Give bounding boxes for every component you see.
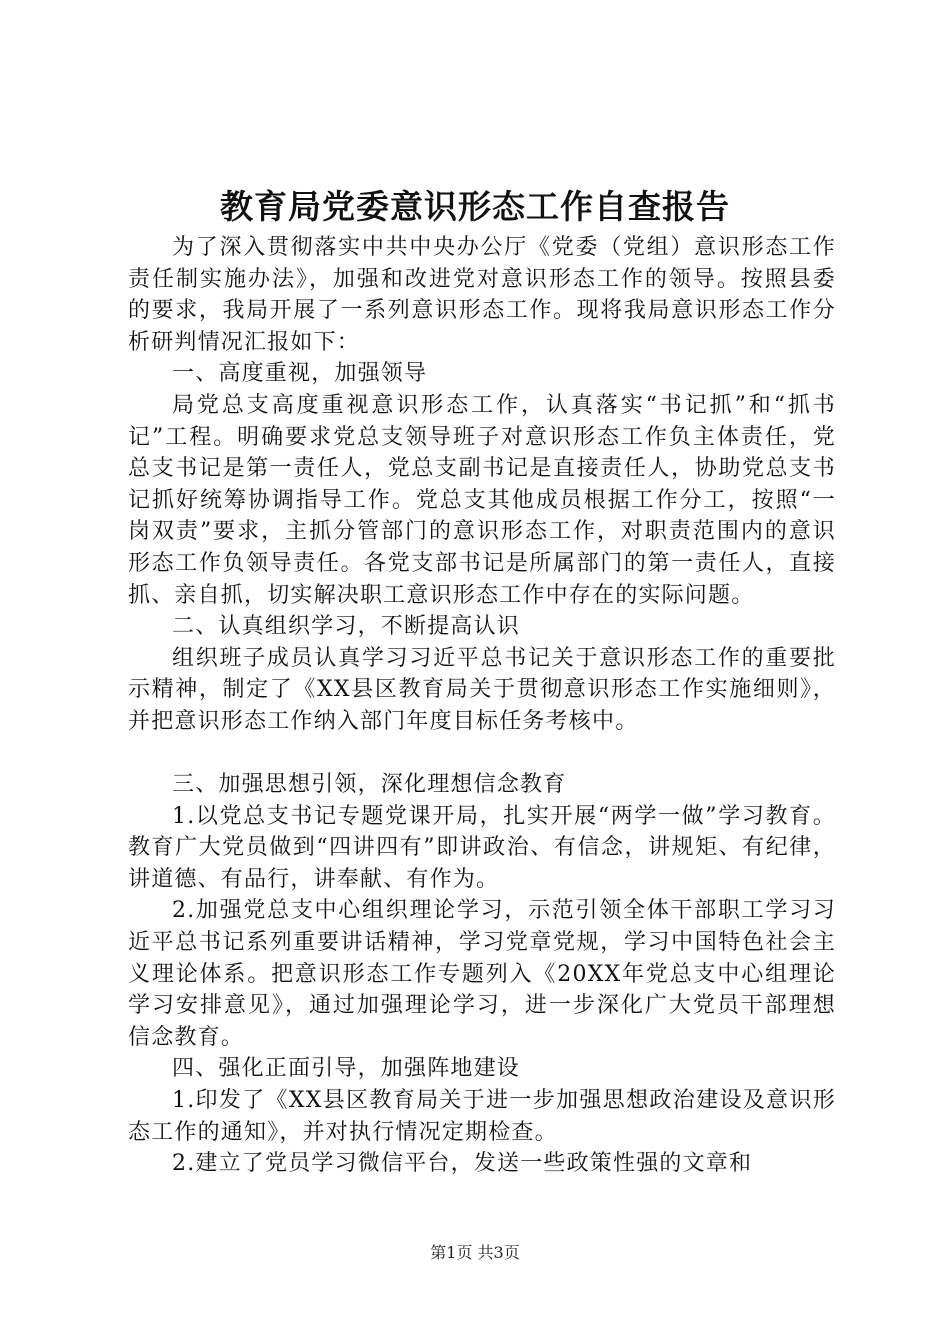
section-3-item-1: 1.以党总支书记专题党课开局，扎实开展“两学一做”学习教育。教育广大党员做到“四讲四有”即讲政治、有信念，讲规矩、有纪律，讲道德、有品行，讲奉献、有作为。: [128, 803, 836, 892]
document-body: [128, 232, 836, 1180]
section-1-paragraph: 局党总支高度重视意识形态工作，认真落实“书记抓”和“抓书记”工程。明确要求党总支领导班子对意识形态工作负主体责任，党总支书记是第一责任人，党总支副书记是直接责任人，协助党总支书记抓好统筹协调指导工作。党总支其他成员根据工作分工，按照“一岗双责”要求，主抓分管部门的意识形态工作，对职责范围内的意识形态工作负领导责任。各党支部书记是所属部门的第一责任人，直接抓、亲自抓，切实解决职工意识形态工作中存在的实际问题。: [128, 392, 836, 608]
section-4-item-2: 2.建立了党员学习微信平台，发送一些政策性强的文章和: [172, 1151, 753, 1177]
document-title: 教育局党委意识形态工作自查报告: [220, 187, 730, 226]
intro-paragraph: 为了深入贯彻落实中共中央办公厅《党委（党组）意识形态工作责任制实施办法》，加强和改进党对意识形态工作的领导。按照县委的要求，我局开展了一系列意识形态工作。现将我局意识形态工作分析研判情况汇报如下：: [128, 235, 836, 355]
section-heading-2: 二、认真组织学习，不断提高认识: [172, 614, 521, 640]
section-heading-4: 四、强化正面引导，加强阵地建设: [172, 1056, 521, 1082]
section-3-item-2: 2.加强党总支中心组织理论学习，示范引领全体干部职工学习习近平总书记系列重要讲话精神，学习党章党规，学习中国特色社会主义理论体系。把意识形态工作专题列入《20XX年党总支中心组理论学习安排意见》，通过加强理论学习，进一步深化广大党员干部理想信念教育。: [128, 898, 836, 1050]
section-2-paragraph: 组织班子成员认真学习习近平总书记关于意识形态工作的重要批示精神，制定了《XX县区教育局关于贯彻意识形态工作实施细则》，并把意识形态工作纳入部门年度目标任务考核中。: [128, 645, 836, 734]
section-heading-1: 一、高度重视，加强领导: [172, 361, 428, 387]
section-4-item-1: 1.印发了《XX县区教育局关于进一步加强思想政治建设及意识形态工作的通知》，并对执行情况定期检查。: [128, 1088, 836, 1145]
page-indicator: 第1页 共3页: [430, 1243, 520, 1262]
section-heading-3: 三、加强思想引领，深化理想信念教育: [172, 772, 567, 798]
